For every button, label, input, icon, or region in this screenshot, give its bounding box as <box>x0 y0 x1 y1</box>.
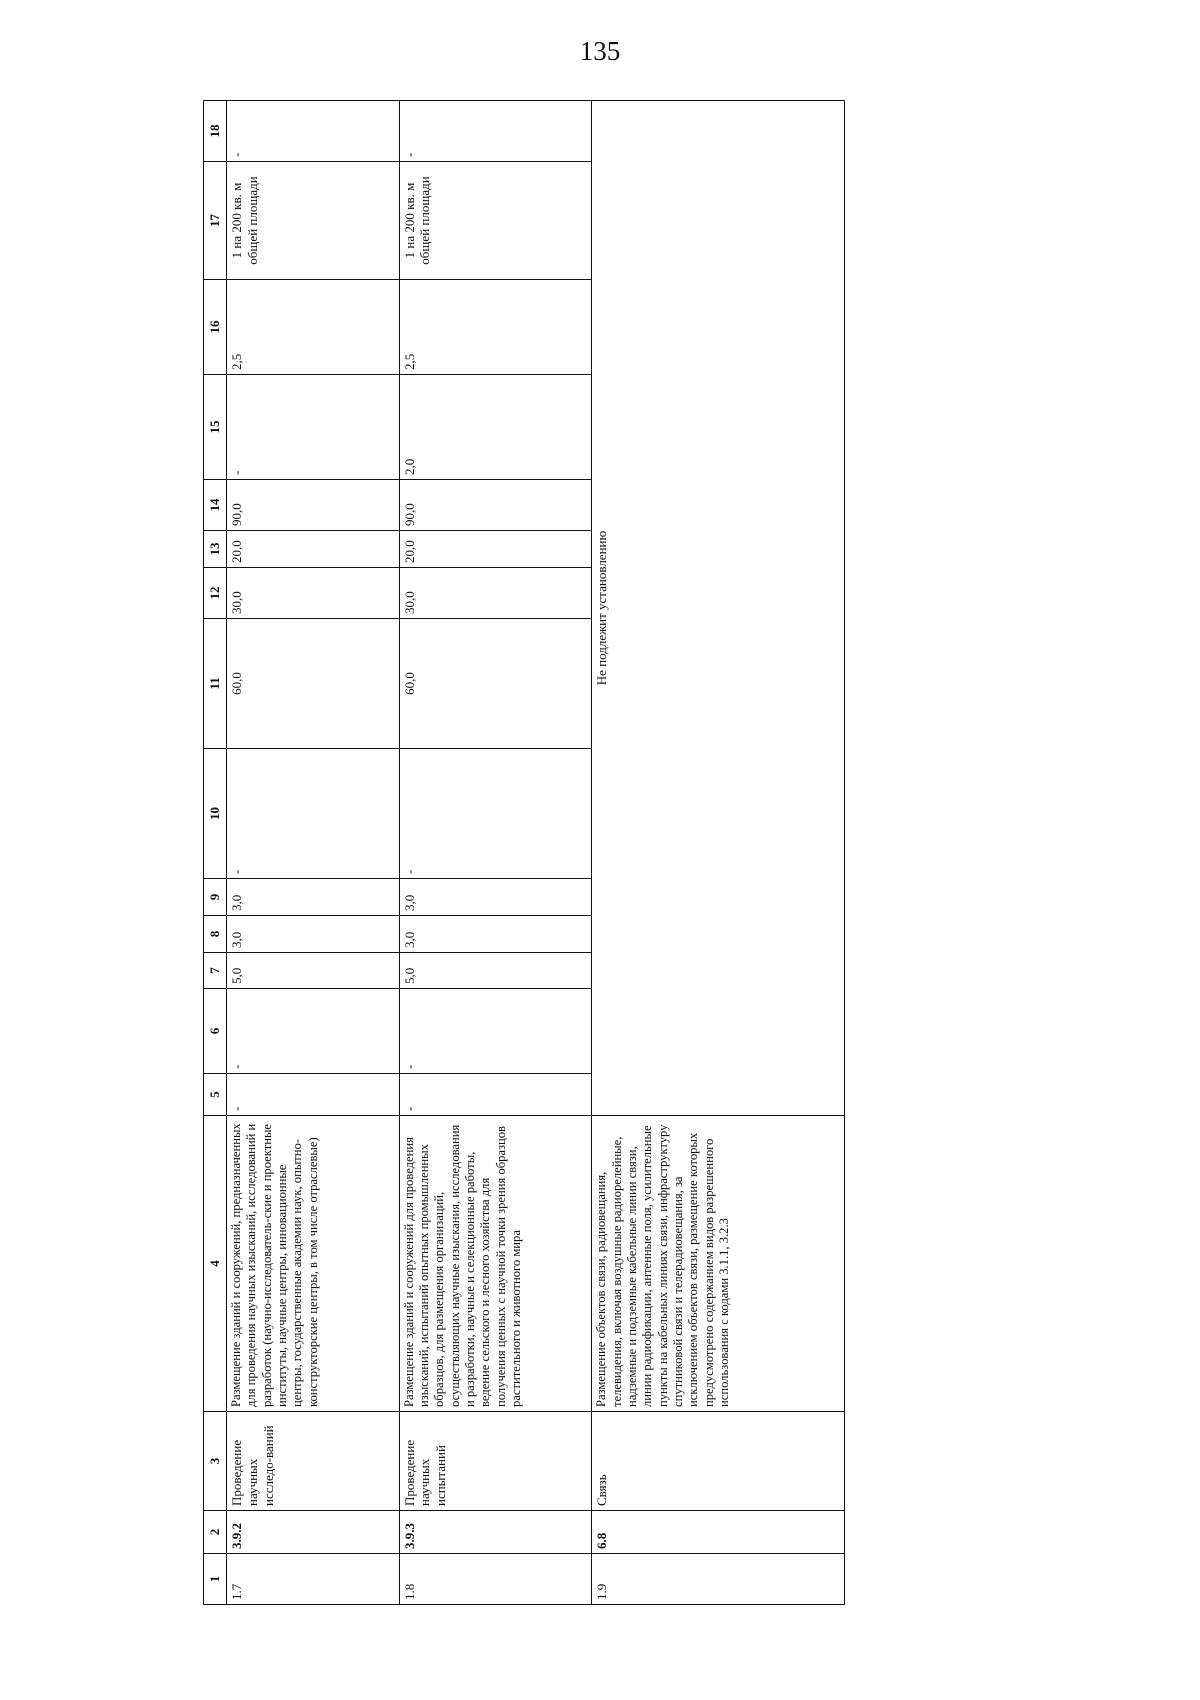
cell-use-name: Проведение научных испытаний <box>399 1412 592 1511</box>
cell-description: Размещение зданий и сооружений для проведения изысканий, испытаний опытных промышленных образцов, для размещения организаций, осуществляющих научные изыскания, исследования и разработки, научные и селекционные работы, ведение сельского и лесного хозяйства для получения ценных с научной точки зрения образцов растительного и животного мира <box>399 1116 592 1412</box>
cell-value: - <box>227 989 400 1074</box>
cell-value: 90,0 <box>399 480 592 531</box>
page-number: 135 <box>579 36 621 66</box>
col-header: 14 <box>204 480 227 531</box>
cell-code: 6.8 <box>592 1511 845 1554</box>
header-row <box>204 101 227 1605</box>
cell-description: Размещение зданий и сооружений, предназначенных для проведения научных изысканий, исследований и разработок (научно-исследователь-ские и проектные институты, научные центры, инновационные центры, государственные академии наук, опытно-конструкторские центры, в том числе отраслевые) <box>227 1116 400 1412</box>
cell-value: - <box>227 375 400 480</box>
cell-use-name: Проведение научных исследо-ваний <box>227 1412 400 1511</box>
col-header: 18 <box>204 101 227 162</box>
col-header: 12 <box>204 568 227 619</box>
cell-value: 2,5 <box>399 280 592 375</box>
cell-value: - <box>399 1074 592 1116</box>
cell-value: 30,0 <box>227 568 400 619</box>
rotated-table-container <box>203 101 845 1605</box>
cell-code: 3.9.3 <box>399 1511 592 1554</box>
table-row <box>592 101 845 1605</box>
cell-value: 20,0 <box>227 531 400 568</box>
table-row <box>227 101 400 1605</box>
cell-value: - <box>399 989 592 1074</box>
cell-value: 20,0 <box>399 531 592 568</box>
cell-number: 1.8 <box>399 1554 592 1605</box>
cell-value: - <box>227 101 400 162</box>
cell-value: - <box>399 101 592 162</box>
cell-value: 60,0 <box>399 619 592 749</box>
cell-value: 3,0 <box>227 916 400 953</box>
cell-value: 1 на 200 кв. м общей площади <box>399 162 592 280</box>
cell-number: 1.7 <box>227 1554 400 1605</box>
cell-value: 2,5 <box>227 280 400 375</box>
col-header: 9 <box>204 879 227 916</box>
cell-code: 3.9.2 <box>227 1511 400 1554</box>
table-row <box>399 101 592 1605</box>
cell-use-name: Связь <box>592 1412 845 1511</box>
col-header: 16 <box>204 280 227 375</box>
cell-value: 90,0 <box>227 480 400 531</box>
cell-value: 5,0 <box>227 953 400 989</box>
cell-value: 3,0 <box>399 916 592 953</box>
cell-value: - <box>227 1074 400 1116</box>
col-header: 3 <box>204 1412 227 1511</box>
cell-value: - <box>227 749 400 879</box>
cell-value: - <box>399 749 592 879</box>
cell-number: 1.9 <box>592 1554 845 1605</box>
merged-not-established-cell: Не подлежит установлению <box>592 101 845 1116</box>
col-header: 13 <box>204 531 227 568</box>
col-header: 15 <box>204 375 227 480</box>
col-header: 6 <box>204 989 227 1074</box>
col-header: 7 <box>204 953 227 989</box>
cell-value: 3,0 <box>399 879 592 916</box>
cell-value: 30,0 <box>399 568 592 619</box>
cell-value: 2,0 <box>399 375 592 480</box>
regulations-table <box>203 100 845 1605</box>
cell-value: 5,0 <box>399 953 592 989</box>
col-header: 17 <box>204 162 227 280</box>
col-header: 5 <box>204 1074 227 1116</box>
cell-value: 1 на 200 кв. м общей площади <box>227 162 400 280</box>
col-header: 2 <box>204 1511 227 1554</box>
col-header: 4 <box>204 1116 227 1412</box>
cell-value: 60,0 <box>227 619 400 749</box>
col-header: 1 <box>204 1554 227 1605</box>
col-header: 10 <box>204 749 227 879</box>
col-header: 8 <box>204 916 227 953</box>
cell-description: Размещение объектов связи, радиовещания, телевидения, включая воздушные радиорелейные, надземные и подземные кабельные линии связи, линии радиофикации, антенные поля, усилительные пункты на кабельных линиях связи, инфраструктуру спутниковой связи и телерадиовещания, за исключением объектов связи, размещение которых предусмотрено содержанием видов разрешенного использования с кодами 3.1.1, 3.2.3 <box>592 1116 845 1412</box>
cell-value: 3,0 <box>227 879 400 916</box>
col-header: 11 <box>204 619 227 749</box>
